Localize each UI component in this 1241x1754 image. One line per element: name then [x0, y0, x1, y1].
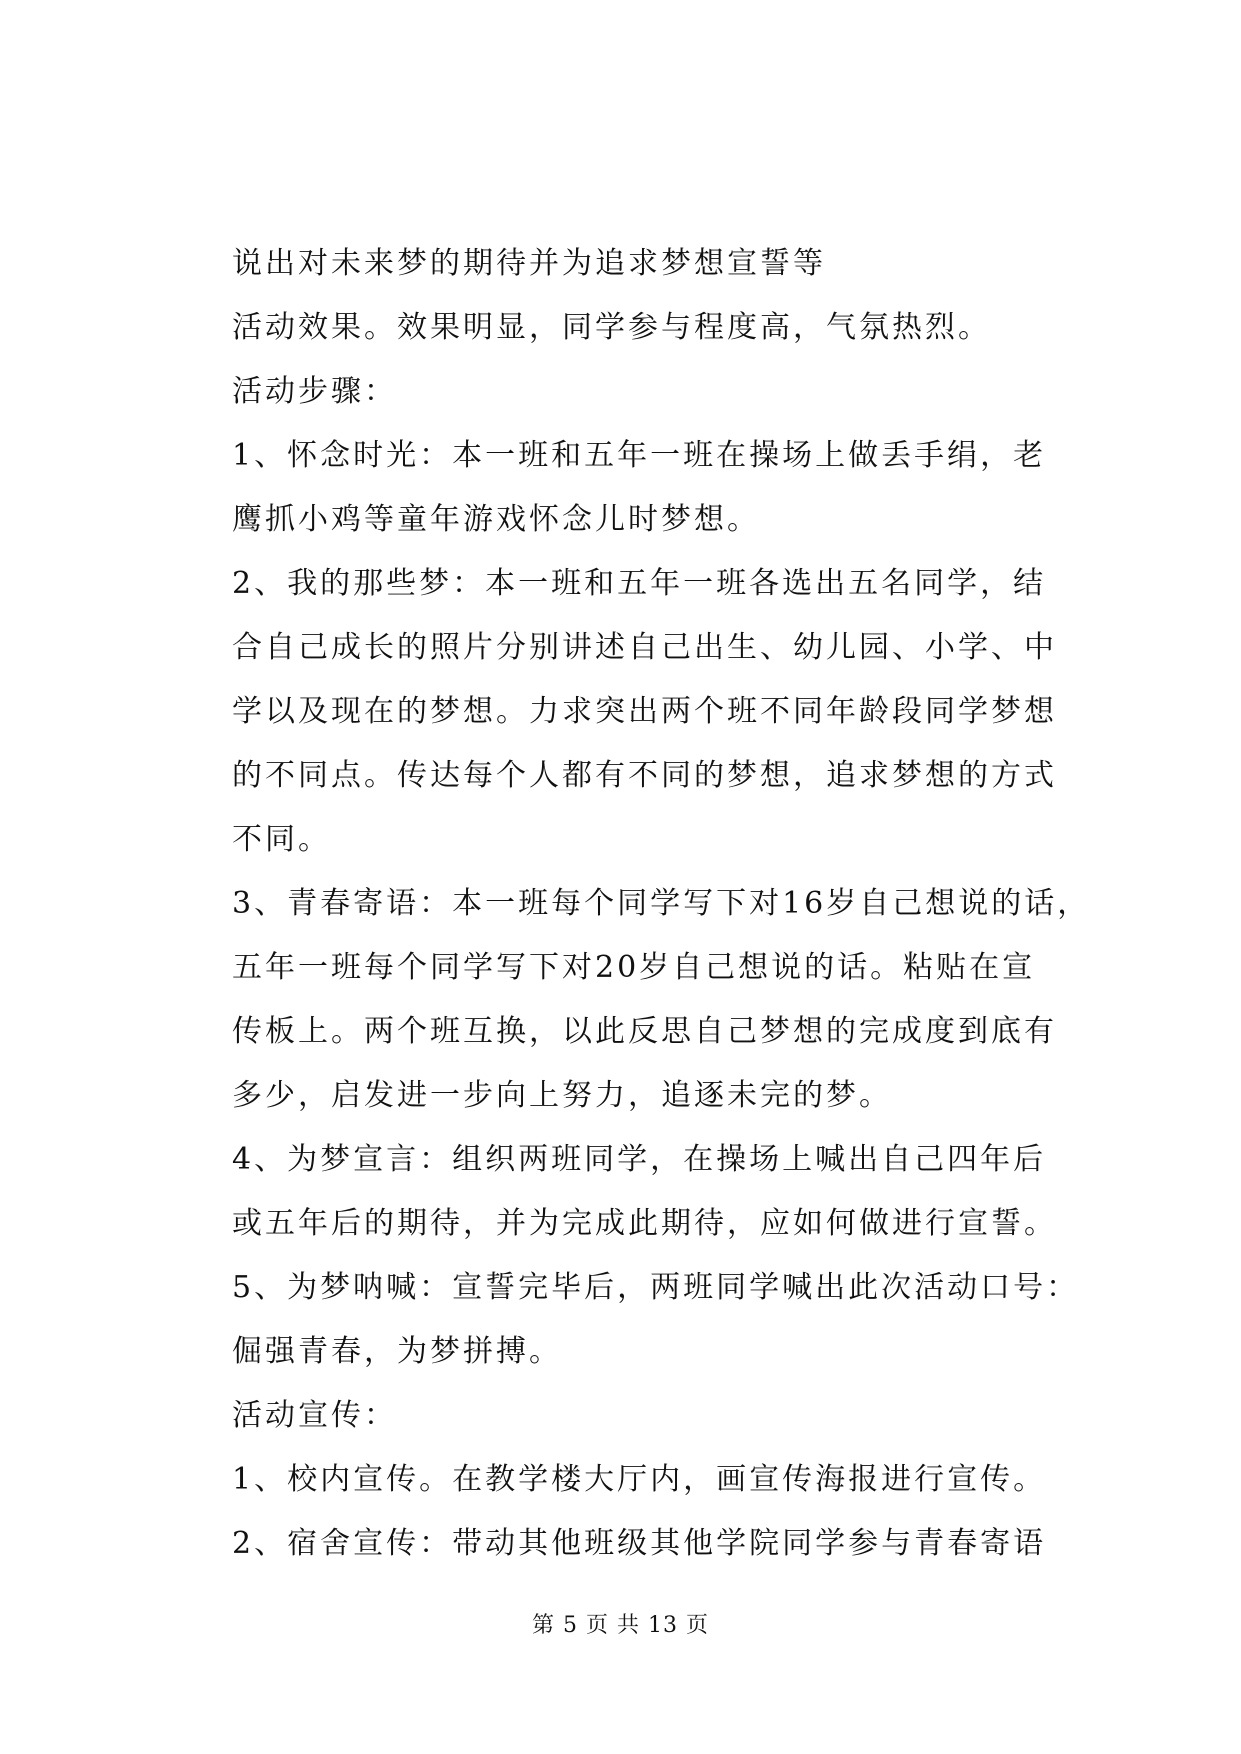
text-line: 鹰抓小鸡等童年游戏怀念儿时梦想。 — [232, 502, 760, 537]
text-line: 合自己成长的照片分别讲述自己出生、幼儿园、小学、中 — [232, 630, 1057, 665]
text-line: 3、青春寄语：本一班每个同学写下对16岁自己想说的话， — [232, 886, 1091, 921]
text-line: 的不同点。传达每个人都有不同的梦想，追求梦想的方式 — [232, 758, 1057, 793]
section-heading-publicity: 活动宣传： — [232, 1398, 397, 1433]
text-line: 说出对未来梦的期待并为追求梦想宣誓等 — [232, 246, 826, 281]
text-line: 学以及现在的梦想。力求突出两个班不同年龄段同学梦想 — [232, 694, 1057, 729]
text-line: 4、为梦宣言：组织两班同学，在操场上喊出自己四年后 — [232, 1142, 1047, 1177]
text-line: 2、宿舍宣传：带动其他班级其他学院同学参与青春寄语 — [232, 1526, 1047, 1561]
text-line: 多少，启发进一步向上努力，追逐未完的梦。 — [232, 1078, 892, 1113]
text-line: 五年一班每个同学写下对20岁自己想说的话。粘贴在宣 — [232, 950, 1036, 985]
text-line: 活动效果。效果明显，同学参与程度高，气氛热烈。 — [232, 310, 991, 345]
page-number-footer: 第 5 页 共 13 页 — [532, 1613, 709, 1638]
text-line: 或五年后的期待，并为完成此期待，应如何做进行宣誓。 — [232, 1206, 1057, 1241]
text-line: 倔强青春，为梦拼搏。 — [232, 1334, 562, 1369]
text-line: 1、怀念时光：本一班和五年一班在操场上做丢手绢，老 — [232, 438, 1047, 473]
text-line: 2、我的那些梦：本一班和五年一班各选出五名同学，结 — [232, 566, 1047, 601]
text-line: 不同。 — [232, 822, 331, 857]
section-heading-steps: 活动步骤： — [232, 374, 397, 409]
body-text — [232, 232, 1132, 1576]
text-line: 5、为梦呐喊：宣誓完毕后，两班同学喊出此次活动口号： — [232, 1270, 1080, 1305]
text-line: 传板上。两个班互换，以此反思自己梦想的完成度到底有 — [232, 1014, 1057, 1049]
text-line: 1、校内宣传。在教学楼大厅内，画宣传海报进行宣传。 — [232, 1462, 1047, 1497]
